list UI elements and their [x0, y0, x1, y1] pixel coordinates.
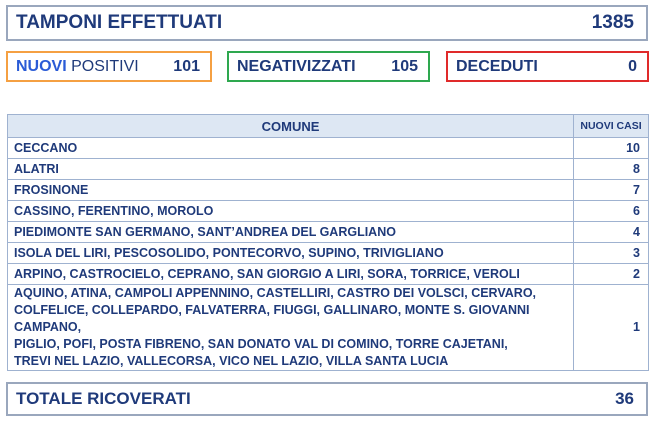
- deceduti-box: [446, 51, 649, 82]
- tamponi-label: TAMPONI EFFETTUATI: [16, 12, 223, 33]
- casi-cell: 1: [574, 285, 649, 371]
- negativizzati-value: 105: [391, 57, 418, 75]
- comune-line: PIGLIO, POFI, POSTA FIBRENO, SAN DONATO VAL DI COMINO, TORRE CAJETANI,: [14, 337, 508, 351]
- nuovi-positivi-label: [16, 58, 139, 76]
- deceduti-value: 0: [628, 57, 637, 75]
- table-row: [8, 264, 649, 285]
- header-comune: COMUNE: [8, 115, 574, 138]
- casi-cell: 10: [574, 138, 649, 159]
- table-row: [8, 222, 649, 243]
- table-row: [8, 180, 649, 201]
- negativizzati-label: NEGATIVIZZATI: [237, 57, 356, 75]
- comune-cell: FROSINONE: [8, 180, 574, 201]
- comune-line: AQUINO, ATINA, CAMPOLI APPENNINO, CASTELLIRI, CASTRO DEI VOLSCI, CERVARO,: [14, 286, 537, 300]
- tamponi-effettuati-box: [6, 5, 648, 41]
- casi-cell: 2: [574, 264, 649, 285]
- comune-cell: ALATRI: [8, 159, 574, 180]
- table-row: [8, 243, 649, 264]
- ricoverati-value: 36: [615, 389, 634, 408]
- header-nuovi-casi: NUOVI CASI: [574, 115, 649, 138]
- comune-line: TREVI NEL LAZIO, VALLECORSA, VICO NEL LAZIO, VILLA SANTA LUCIA: [14, 354, 449, 368]
- table-row: [8, 159, 649, 180]
- casi-cell: 6: [574, 201, 649, 222]
- table-header-row: [8, 115, 649, 138]
- comune-cell: ARPINO, CASTROCIELO, CEPRANO, SAN GIORGIO A LIRI, SORA, TORRICE, VEROLI: [8, 264, 574, 285]
- tamponi-value: 1385: [591, 12, 634, 33]
- nuovi-label-part: NUOVI: [16, 57, 67, 75]
- table-row: [8, 138, 649, 159]
- casi-cell: 8: [574, 159, 649, 180]
- nuovi-positivi-box: [6, 51, 212, 82]
- casi-cell: 7: [574, 180, 649, 201]
- comune-cell: ISOLA DEL LIRI, PESCOSOLIDO, PONTECORVO, SUPINO, TRIVIGLIANO: [8, 243, 574, 264]
- positivi-label-part: POSITIVI: [66, 57, 139, 75]
- casi-cell: 4: [574, 222, 649, 243]
- deceduti-label: DECEDUTI: [456, 57, 538, 75]
- comuni-table: [7, 114, 649, 371]
- comune-cell: PIEDIMONTE SAN GERMANO, SANT’ANDREA DEL GARGLIANO: [8, 222, 574, 243]
- negativizzati-box: [227, 51, 430, 82]
- totale-ricoverati-box: [6, 382, 648, 416]
- table-row: [8, 201, 649, 222]
- comune-cell: CECCANO: [8, 138, 574, 159]
- nuovi-positivi-value: 101: [173, 57, 200, 75]
- comune-cell-multi: [8, 285, 574, 371]
- ricoverati-label: TOTALE RICOVERATI: [16, 389, 191, 408]
- comune-line: COLFELICE, COLLEPARDO, FALVATERRA, FIUGGI, GALLINARO, MONTE S. GIOVANNI CAMPANO,: [14, 303, 530, 334]
- casi-cell: 3: [574, 243, 649, 264]
- table-row: [8, 285, 649, 371]
- table-body: [8, 138, 649, 371]
- comune-cell: CASSINO, FERENTINO, MOROLO: [8, 201, 574, 222]
